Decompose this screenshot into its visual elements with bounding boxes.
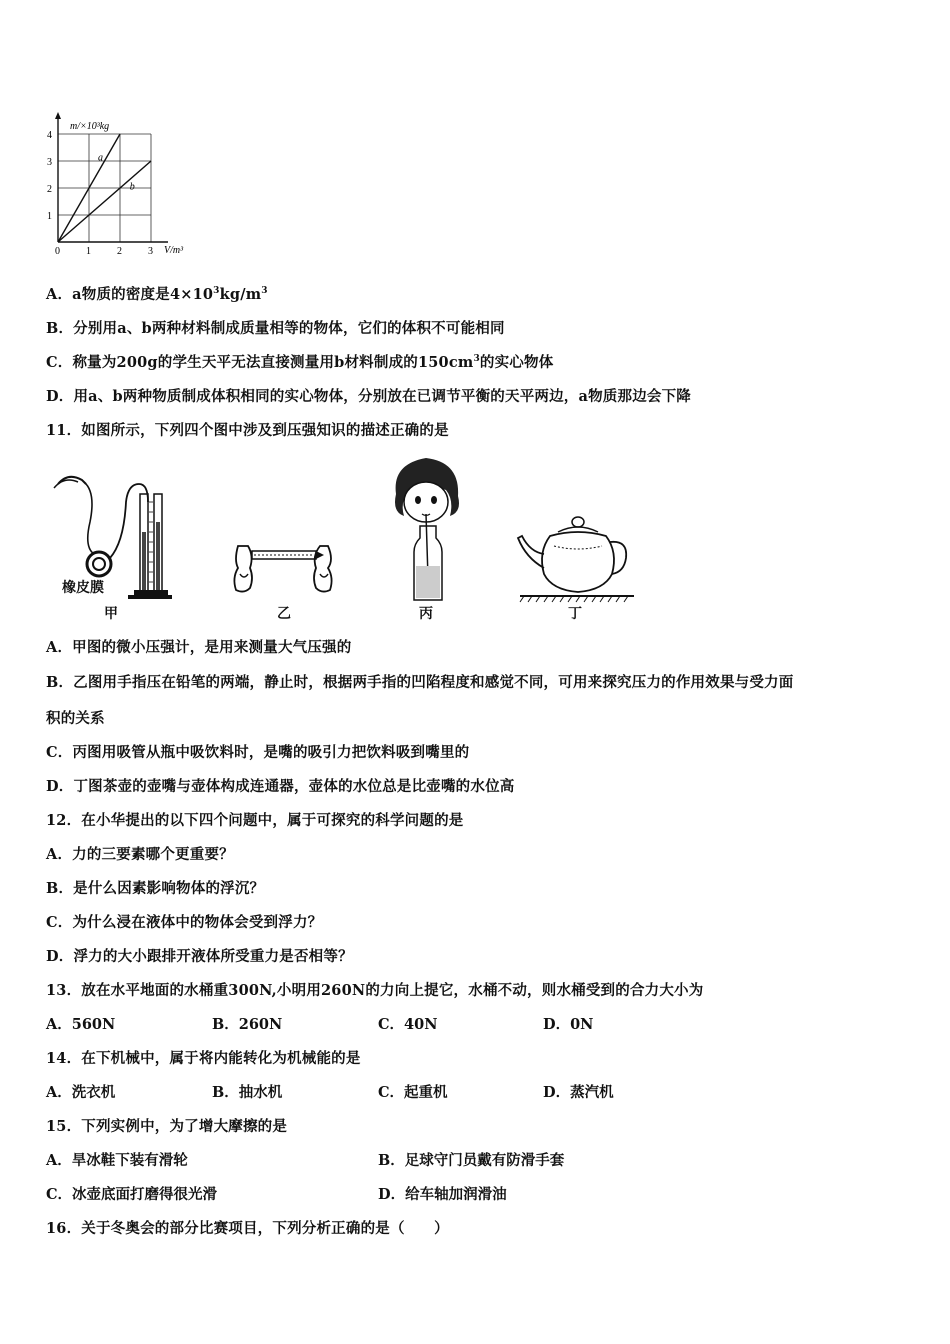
q11-option-a: A．甲图的微小压强计，是用来测量大气压强的 [46, 639, 352, 656]
graph-grid [58, 134, 151, 242]
q13-option-c: C．40N [378, 1016, 438, 1033]
q12-stem: 12．在小华提出的以下四个问题中，属于可探究的科学问题的是 [46, 812, 464, 829]
y-tick-label: 3 [47, 157, 52, 168]
y-tick-label: 4 [47, 130, 52, 141]
x-tick-label: 0 [55, 246, 60, 257]
q13-stem: 13．放在水平地面的水桶重300N,小明用260N的力向上提它，水桶不动，则水桶受到的合力大小为 [46, 982, 704, 999]
q14-option-a: A．洗衣机 [46, 1084, 116, 1101]
q10-option-a: A．a物质的密度是$4\times 10^3kg/m^3$ [46, 286, 268, 303]
q12-option-c: C．为什么浸在液体中的物体会受到浮力？ [46, 914, 323, 931]
series-line-b [58, 161, 151, 242]
q12-option-a: A．力的三要素哪个更重要？ [46, 846, 234, 863]
y-axis-label: m/×10³kg [70, 121, 110, 132]
figure-label-yi: 乙 [277, 606, 291, 622]
figure-ding-teapot [514, 512, 640, 604]
q10-option-c: C．称量为200g的学生天平无法直接测量用b材料制成的$150cm^3$的实心物体 [46, 354, 554, 371]
x-tick-label: 1 [86, 246, 91, 257]
y-tick-label: 1 [47, 211, 52, 222]
q14-stem: 14．在下机械中，属于将内能转化为机械能的是 [46, 1050, 361, 1067]
q14-option-d: D．蒸汽机 [543, 1084, 614, 1101]
q14-option-c: C．起重机 [378, 1084, 448, 1101]
y-axis-arrow [55, 112, 61, 119]
q11-stem: 11．如图所示，下列四个图中涉及到压强知识的描述正确的是 [46, 422, 449, 439]
q15-stem: 15．下列实例中，为了增大摩擦的是 [46, 1118, 288, 1135]
q15-option-a: A．旱冰鞋下装有滑轮 [46, 1152, 188, 1169]
line-a-label: a [98, 152, 104, 164]
figure-bing-girl-straw [386, 454, 468, 604]
line-b-label: b [129, 181, 135, 193]
figure-yi-pencil [228, 538, 340, 598]
q11-option-c: C．丙图用吸管从瓶中吸饮料时，是嘴的吸引力把饮料吸到嘴里的 [46, 744, 470, 761]
q11-option-b-cont: 积的关系 [46, 710, 105, 727]
q12-option-d: D．浮力的大小跟排开液体所受重力是否相等？ [46, 948, 353, 965]
figure-label-bing: 丙 [419, 606, 433, 622]
q15-option-b: B．足球守门员戴有防滑手套 [378, 1152, 565, 1169]
membrane-label: 橡皮膜 [62, 580, 104, 596]
q11-option-d: D．丁图茶壶的壶嘴与壶体构成连通器，壶体的水位总是比壶嘴的水位高 [46, 778, 515, 795]
mass-volume-graph [40, 108, 205, 268]
q16-stem: 16．关于冬奥会的部分比赛项目，下列分析正确的是（ ） [46, 1220, 449, 1237]
figure-label-ding: 丁 [568, 606, 582, 622]
q13-option-b: B．260N [212, 1016, 283, 1033]
x-axis-label: V/m³ [164, 245, 184, 256]
q14-option-b: B．抽水机 [212, 1084, 283, 1101]
mass-volume-svg [40, 108, 205, 268]
x-tick-label: 3 [148, 246, 153, 257]
q12-option-b: B．是什么因素影响物体的浮沉？ [46, 880, 265, 897]
x-tick-label: 2 [117, 246, 122, 257]
q13-option-d: D．0N [543, 1016, 594, 1033]
q10-option-d: D．用a、b两种物质制成体积相同的实心物体，分别放在已调节平衡的天平两边，a物质那边会下降 [46, 388, 691, 405]
q10-option-b: B．分别用a、b两种材料制成质量相等的物体，它们的体积不可能相同 [46, 320, 505, 337]
q15-option-c: C．冰壶底面打磨得很光滑 [46, 1186, 218, 1203]
figure-label-jia: 甲 [104, 606, 118, 622]
q13-option-a: A．560N [46, 1016, 116, 1033]
q11-option-b: B．乙图用手指压在铅笔的两端，静止时，根据两手指的凹陷程度和感觉不同，可用来探究压力的作用效果与受力面 [46, 674, 794, 691]
q15-option-d: D．给车轴加润滑油 [378, 1186, 507, 1203]
y-tick-label: 2 [47, 184, 52, 195]
